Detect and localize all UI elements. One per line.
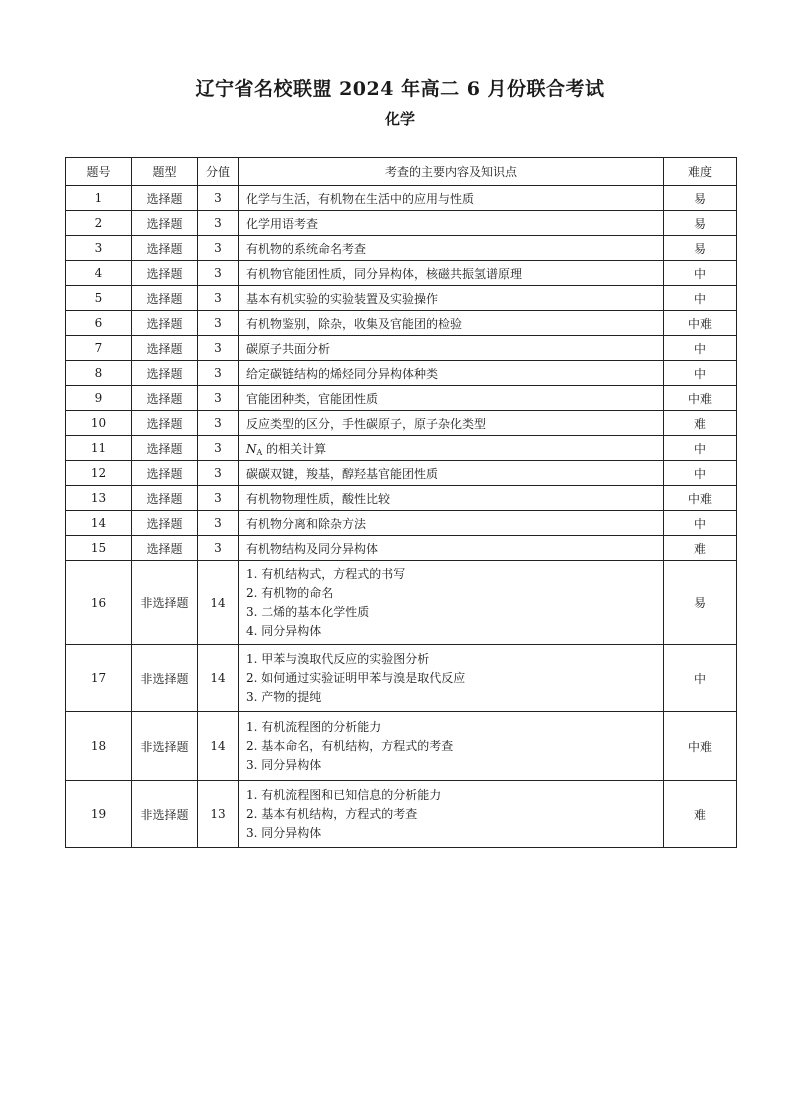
content-line: 2. 基本命名，有机结构，方程式的考查 (246, 738, 454, 753)
header-difficulty: 难度 (664, 158, 737, 186)
table-row (66, 286, 737, 311)
cell-number: 4 (66, 261, 132, 286)
cell-difficulty: 难 (664, 411, 737, 436)
content-line: 2. 如何通过实验证明甲苯与溴是取代反应 (246, 670, 466, 685)
table-row (66, 436, 737, 461)
cell-number: 18 (66, 712, 132, 781)
header-score: 分值 (198, 158, 239, 186)
cell-type: 选择题 (132, 211, 198, 236)
table-row (66, 461, 737, 486)
content-line: 2. 基本有机结构，方程式的考查 (246, 806, 418, 821)
cell-content (239, 561, 664, 645)
cell-difficulty: 中 (664, 261, 737, 286)
cell-content (239, 645, 664, 712)
header-content: 考查的主要内容及知识点 (239, 158, 664, 186)
cell-content: 有机物物理性质，酸性比较 (239, 486, 664, 511)
avogadro-symbol: N (246, 441, 257, 456)
table-row (66, 336, 737, 361)
cell-type: 选择题 (132, 236, 198, 261)
cell-difficulty: 中难 (664, 712, 737, 781)
table-row (66, 186, 737, 211)
content-line: 3. 同分异构体 (246, 825, 322, 840)
cell-number: 11 (66, 436, 132, 461)
cell-type: 非选择题 (132, 781, 198, 848)
cell-difficulty: 中 (664, 461, 737, 486)
cell-type: 选择题 (132, 486, 198, 511)
cell-type: 非选择题 (132, 645, 198, 712)
cell-content: 有机物官能团性质，同分异构体，核磁共振氢谱原理 (239, 261, 664, 286)
header-question-number: 题号 (66, 158, 132, 186)
cell-type: 选择题 (132, 261, 198, 286)
cell-number: 19 (66, 781, 132, 848)
table-row (66, 561, 737, 645)
cell-score: 3 (198, 436, 239, 461)
cell-number: 15 (66, 536, 132, 561)
cell-content (239, 781, 664, 848)
avogadro-rest: 的相关计算 (262, 441, 327, 456)
table-row (66, 645, 737, 712)
cell-content: 反应类型的区分，手性碳原子，原子杂化类型 (239, 411, 664, 436)
cell-number: 16 (66, 561, 132, 645)
cell-difficulty: 难 (664, 536, 737, 561)
table-row (66, 486, 737, 511)
cell-score: 14 (198, 561, 239, 645)
cell-score: 3 (198, 261, 239, 286)
cell-content: 化学用语考查 (239, 211, 664, 236)
cell-type: 选择题 (132, 336, 198, 361)
cell-number: 9 (66, 386, 132, 411)
cell-type: 选择题 (132, 536, 198, 561)
cell-content: 碳碳双键，羧基，醇羟基官能团性质 (239, 461, 664, 486)
cell-difficulty: 中 (664, 286, 737, 311)
cell-number: 3 (66, 236, 132, 261)
cell-number: 1 (66, 186, 132, 211)
cell-number: 17 (66, 645, 132, 712)
cell-number: 8 (66, 361, 132, 386)
cell-difficulty: 易 (664, 186, 737, 211)
cell-type: 选择题 (132, 461, 198, 486)
cell-difficulty: 中 (664, 511, 737, 536)
content-line: 3. 同分异构体 (246, 757, 322, 772)
cell-score: 3 (198, 511, 239, 536)
cell-type: 非选择题 (132, 712, 198, 781)
cell-number: 13 (66, 486, 132, 511)
exam-analysis-table (65, 157, 737, 848)
document-title: 辽宁省名校联盟 2024 年高二 6 月份联合考试 (195, 78, 605, 100)
cell-score: 3 (198, 486, 239, 511)
cell-type: 选择题 (132, 186, 198, 211)
table-row (66, 311, 737, 336)
cell-content (239, 712, 664, 781)
table-row (66, 361, 737, 386)
cell-difficulty: 易 (664, 211, 737, 236)
cell-score: 14 (198, 712, 239, 781)
cell-difficulty: 中难 (664, 311, 737, 336)
header-question-type: 题型 (132, 158, 198, 186)
content-line: 2. 有机物的命名 (246, 585, 334, 600)
avogadro-subscript: A (256, 447, 263, 457)
table-row (66, 781, 737, 848)
cell-difficulty: 易 (664, 236, 737, 261)
cell-difficulty: 中 (664, 361, 737, 386)
table-row (66, 411, 737, 436)
table-row (66, 261, 737, 286)
cell-type: 非选择题 (132, 561, 198, 645)
cell-content: 官能团种类，官能团性质 (239, 386, 664, 411)
cell-content: 有机物鉴别，除杂，收集及官能团的检验 (239, 311, 664, 336)
table-row (66, 536, 737, 561)
cell-difficulty: 易 (664, 561, 737, 645)
cell-score: 3 (198, 386, 239, 411)
cell-difficulty: 中 (664, 336, 737, 361)
subject-title: 化学 (384, 110, 415, 128)
table-row (66, 236, 737, 261)
cell-content: 有机物结构及同分异构体 (239, 536, 664, 561)
cell-score: 3 (198, 536, 239, 561)
cell-score: 3 (198, 236, 239, 261)
cell-score: 3 (198, 211, 239, 236)
cell-type: 选择题 (132, 286, 198, 311)
cell-score: 3 (198, 311, 239, 336)
cell-content: 有机物分离和除杂方法 (239, 511, 664, 536)
cell-content: 有机物的系统命名考查 (239, 236, 664, 261)
cell-content: 给定碳链结构的烯烃同分异构体种类 (239, 361, 664, 386)
cell-score: 3 (198, 186, 239, 211)
cell-number: 2 (66, 211, 132, 236)
cell-score: 3 (198, 411, 239, 436)
cell-number: 10 (66, 411, 132, 436)
cell-score: 3 (198, 336, 239, 361)
table-header-row (66, 158, 737, 186)
cell-type: 选择题 (132, 311, 198, 336)
content-line: 1. 有机结构式，方程式的书写 (246, 566, 406, 581)
cell-difficulty: 中 (664, 645, 737, 712)
cell-difficulty: 难 (664, 781, 737, 848)
cell-content (239, 436, 664, 461)
cell-type: 选择题 (132, 411, 198, 436)
cell-type: 选择题 (132, 386, 198, 411)
content-line: 1. 甲苯与溴取代反应的实验图分析 (246, 651, 430, 666)
cell-number: 5 (66, 286, 132, 311)
cell-difficulty: 中 (664, 436, 737, 461)
content-line: 3. 二烯的基本化学性质 (246, 604, 370, 619)
table-row (66, 211, 737, 236)
cell-content: 碳原子共面分析 (239, 336, 664, 361)
cell-score: 3 (198, 286, 239, 311)
cell-score: 13 (198, 781, 239, 848)
cell-number: 12 (66, 461, 132, 486)
cell-difficulty: 中难 (664, 486, 737, 511)
cell-number: 14 (66, 511, 132, 536)
content-line: 3. 产物的提纯 (246, 689, 322, 704)
cell-type: 选择题 (132, 361, 198, 386)
cell-score: 3 (198, 461, 239, 486)
content-line: 1. 有机流程图和已知信息的分析能力 (246, 787, 442, 802)
table-row (66, 511, 737, 536)
cell-difficulty: 中难 (664, 386, 737, 411)
cell-type: 选择题 (132, 436, 198, 461)
cell-type: 选择题 (132, 511, 198, 536)
cell-number: 6 (66, 311, 132, 336)
table-row (66, 712, 737, 781)
content-line: 1. 有机流程图的分析能力 (246, 719, 382, 734)
cell-score: 3 (198, 361, 239, 386)
table-row (66, 386, 737, 411)
content-line: 4. 同分异构体 (246, 623, 322, 638)
cell-content: 化学与生活，有机物在生活中的应用与性质 (239, 186, 664, 211)
cell-number: 7 (66, 336, 132, 361)
cell-score: 14 (198, 645, 239, 712)
cell-content: 基本有机实验的实验装置及实验操作 (239, 286, 664, 311)
